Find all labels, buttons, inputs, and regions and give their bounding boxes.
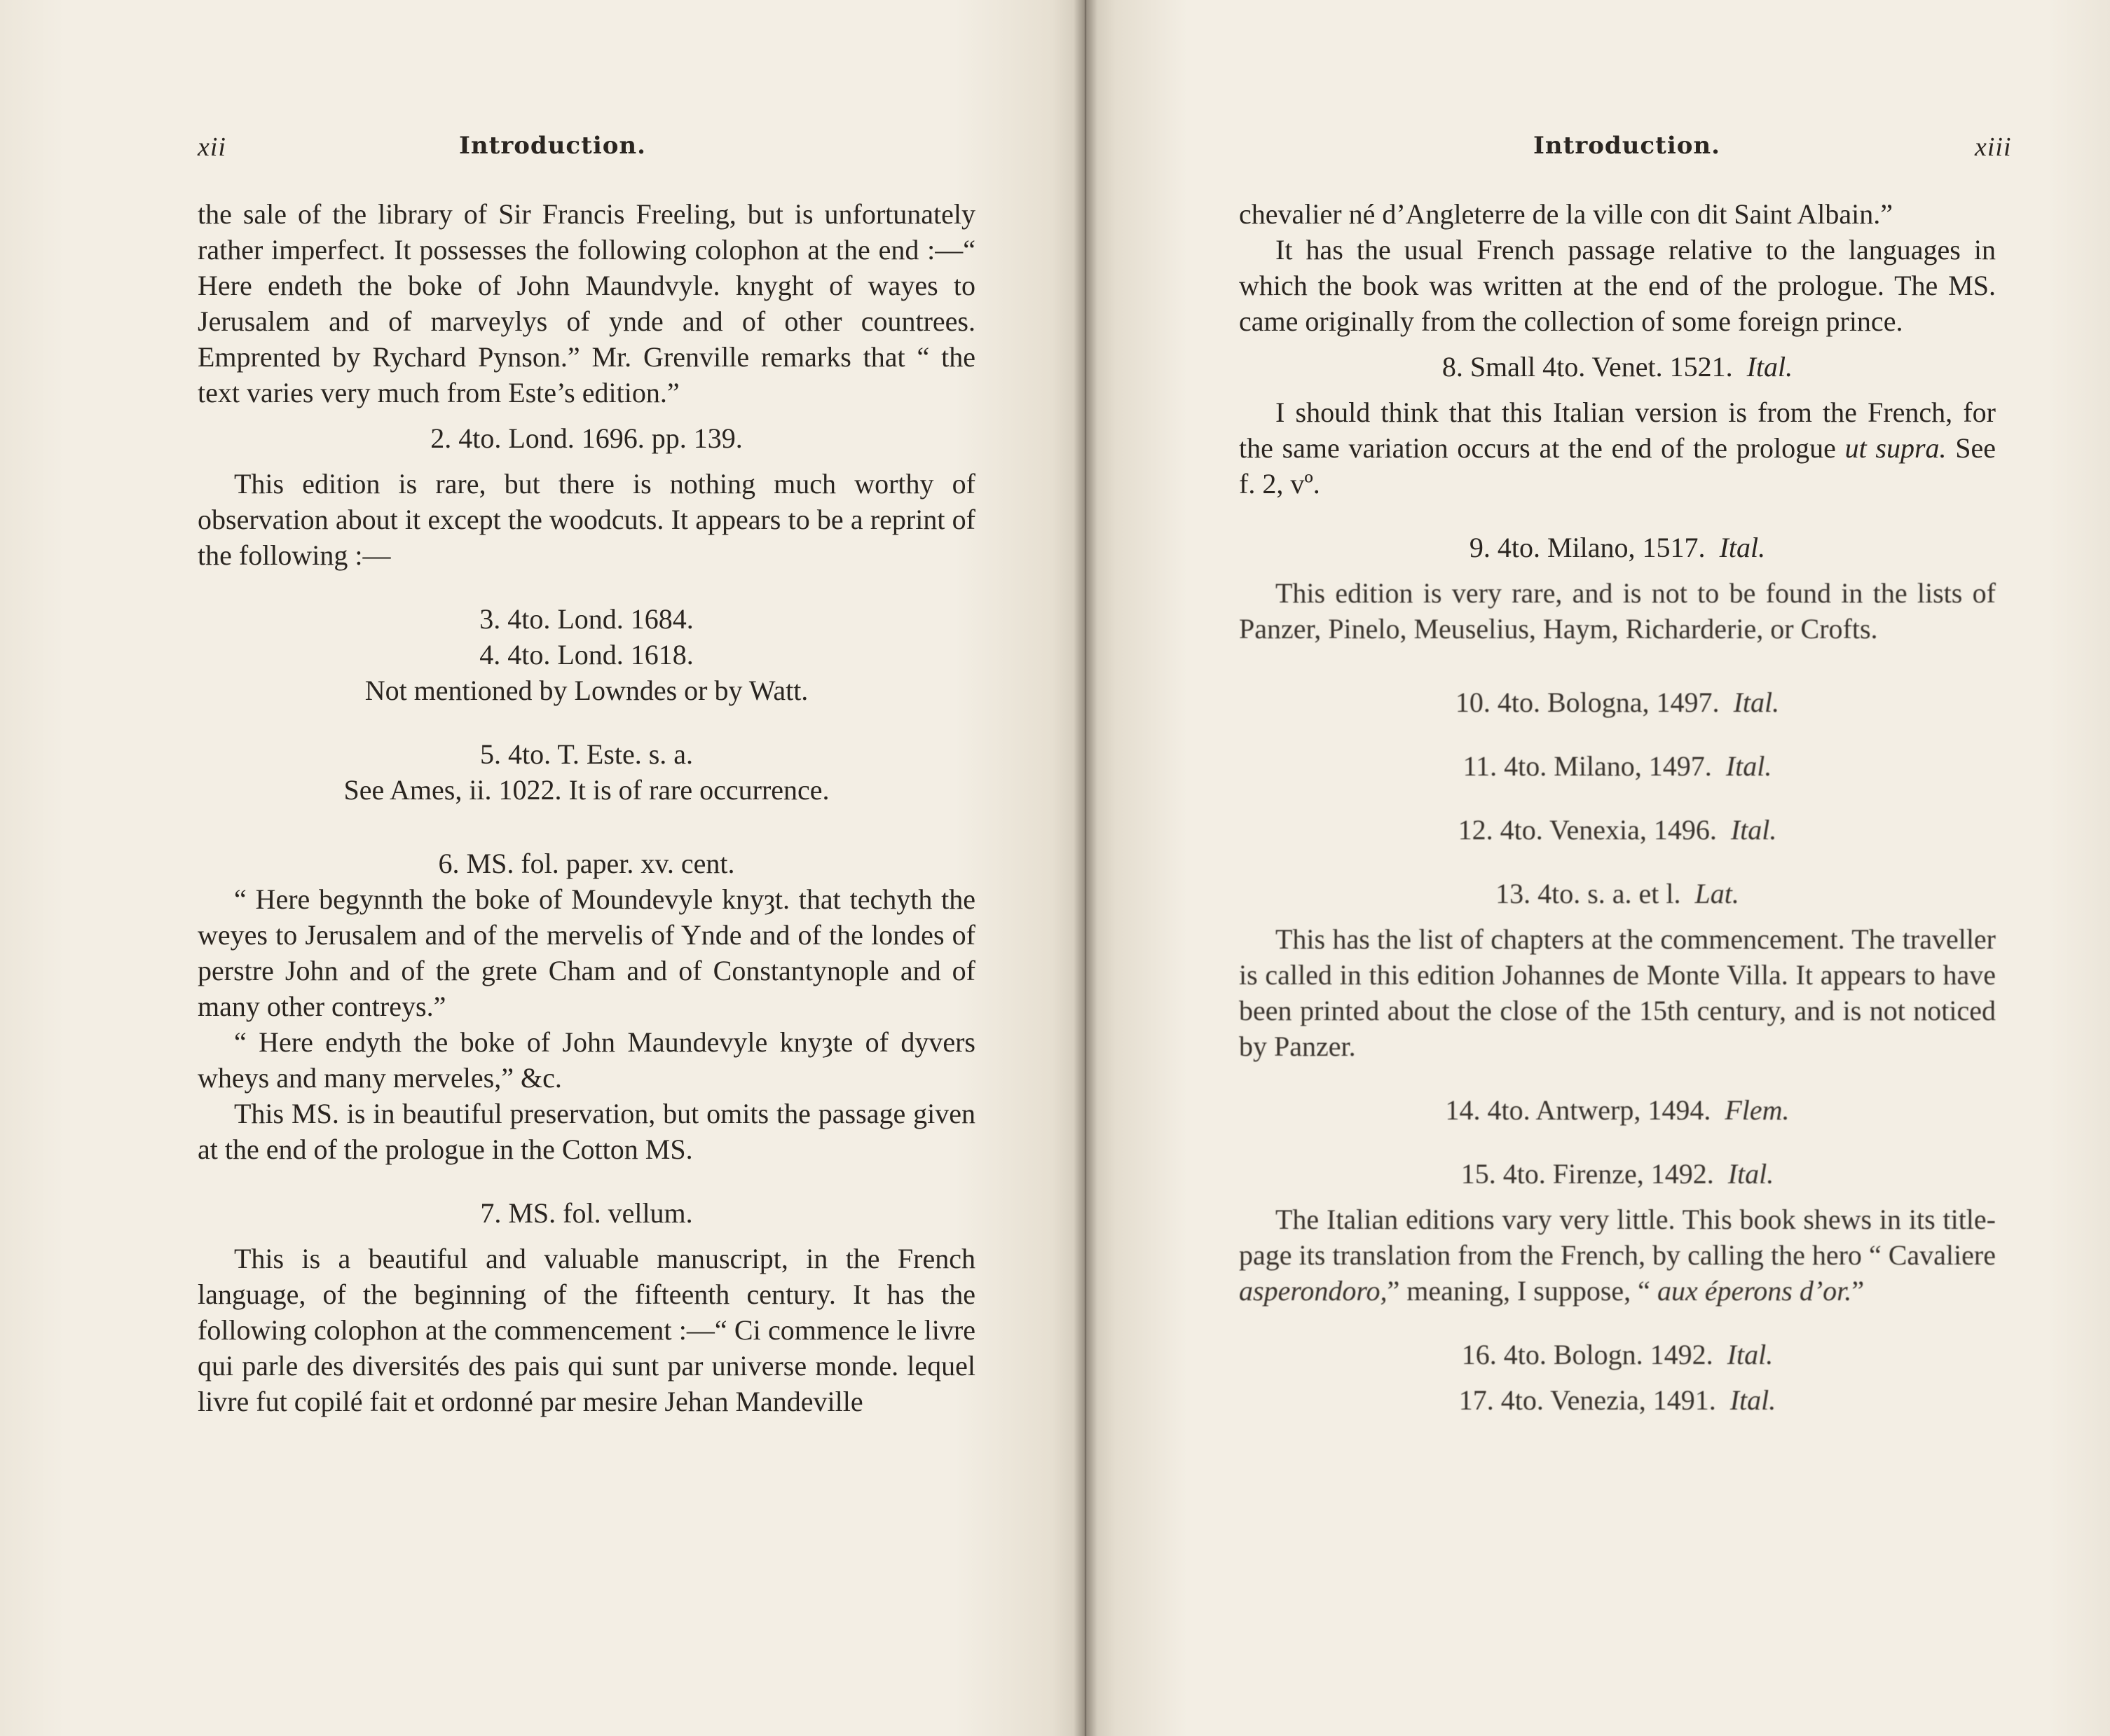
italic-text: ut supra. <box>1844 432 1947 464</box>
left-paragraph: See Ames, ii. 1022. It is of rare occurrence. <box>343 774 830 806</box>
left-folio: xii <box>198 132 226 162</box>
entry-heading-text: 14. 4to. Antwerp, 1494. <box>1445 1094 1711 1126</box>
language-tag: Ital. <box>1725 750 1772 782</box>
right-paragraph: chevalier né d’Angleterre de la ville con dit Saint Albain.” <box>1239 198 1893 230</box>
entry-heading-text: 11. 4to. Milano, 1497. <box>1462 750 1712 782</box>
left-paragraph: Not mentioned by Lowndes or by Watt. <box>364 675 809 706</box>
language-tag: Lat. <box>1694 878 1739 909</box>
left-body-text <box>198 196 975 1419</box>
entry-heading-text: 8. Small 4to. Venet. 1521. <box>1441 351 1733 383</box>
quoted-incipit: “ Here begynnth the boke of Moundevyle knyȝt. that techyth the weyes to Jerusalem and of the mervelis of Ynde and of the londes of perstre John and of the grete Cham and of Constantynople and of many other contreys.” <box>198 883 975 1022</box>
left-running-header: Introduction. <box>459 132 646 160</box>
paragraph-text: The Italian editions vary very little. This book shews in its title-page its translation from the French, by calling the hero “ Cavaliere <box>1239 1204 1996 1271</box>
language-tag: Ital. <box>1729 1384 1776 1416</box>
entry-heading-text: 10. 4to. Bologna, 1497. <box>1455 687 1720 718</box>
entry-heading-text: 17. 4to. Venezia, 1491. <box>1458 1384 1716 1416</box>
entry-heading: 5. 4to. T. Este. s. a. <box>479 738 694 770</box>
language-tag: Ital. <box>1727 1339 1774 1370</box>
language-tag: Ital. <box>1719 532 1766 563</box>
paragraph-text: I should think that this Italian version is from the French, for the same variation occurs at the end of the prologue <box>1239 397 1996 464</box>
paragraph-text: ” meaning, I suppose, “ <box>1387 1275 1657 1307</box>
left-paragraph: This edition is rare, but there is nothing much worthy of observation about it except the woodcuts. It appears to be a reprint of the following :— <box>198 468 975 571</box>
quoted-explicit: “ Here endyth the boke of John Maundevyle knyȝte of dyvers wheys and many merveles,” &c. <box>198 1026 975 1094</box>
language-tag: Ital. <box>1733 687 1780 718</box>
entry-heading <box>1239 748 1996 784</box>
entry-heading <box>1239 1337 1996 1372</box>
right-paragraph: This has the list of chapters at the commencement. The traveller is called in this edition Johannes de Monte Villa. It appears to have been printed about the close of the 15th century, and is not noticed by Panzer. <box>1239 923 1996 1062</box>
entry-heading <box>1239 1382 1996 1418</box>
italic-text: aux éperons d’or. <box>1657 1275 1852 1307</box>
language-tag: Ital. <box>1727 1158 1774 1190</box>
entry-heading-text: 9. 4to. Milano, 1517. <box>1469 532 1706 563</box>
right-paragraph <box>1239 394 1996 502</box>
entry-heading: 7. MS. fol. vellum. <box>480 1197 693 1229</box>
entry-heading-text: 16. 4to. Bologn. 1492. <box>1461 1339 1713 1370</box>
paragraph-text: See f. 2, vº. <box>1239 432 1996 500</box>
right-folio: xiii <box>1975 132 2012 162</box>
entry-heading <box>1239 876 1996 911</box>
left-paragraph: This MS. is in beautiful preservation, but omits the passage given at the end of the prologue in the Cotton MS. <box>198 1098 975 1165</box>
entry-heading <box>1239 530 1996 565</box>
italic-text: asperondoro, <box>1239 1275 1388 1307</box>
left-paragraph: This is a beautiful and valuable manuscript, in the French language, of the beginning of the fifteenth century. It has the following colophon at the commencement :—“ Ci commence le livre qui parle des diversités des pais qui sunt par universe monde. lequel livre fut copilé fait et ordonné par mesire Jehan Mandeville <box>198 1243 975 1417</box>
entry-heading <box>1239 349 1996 385</box>
right-paragraph: This edition is very rare, and is not to be found in the lists of Panzer, Pinelo, Meuselius, Haym, Richarderie, or Crofts. <box>1239 577 1996 645</box>
right-running-header: Introduction. <box>1533 132 1720 160</box>
right-paragraph <box>1239 1201 1996 1309</box>
entry-heading: 2. 4to. Lond. 1696. pp. 139. <box>430 422 743 454</box>
entry-heading-text: 15. 4to. Firenze, 1492. <box>1460 1158 1714 1190</box>
language-tag: Flem. <box>1725 1094 1790 1126</box>
language-tag: Ital. <box>1730 814 1777 846</box>
entry-heading-text: 13. 4to. s. a. et l. <box>1495 878 1681 909</box>
entry-heading: 3. 4to. Lond. 1684. <box>479 603 694 635</box>
entry-heading <box>1239 684 1996 720</box>
entry-heading: 6. MS. fol. paper. xv. cent. <box>438 848 735 879</box>
entry-heading <box>1239 1156 1996 1192</box>
entry-heading <box>1239 812 1996 848</box>
right-page <box>1085 0 2110 1736</box>
book-gutter <box>1074 0 1097 1736</box>
paragraph-text: ” <box>1851 1275 1865 1307</box>
language-tag: Ital. <box>1746 351 1793 383</box>
right-paragraph: It has the usual French passage relative to the languages in which the book was written at the end of the prologue. The MS. came originally from the collection of some foreign prince. <box>1239 234 1996 337</box>
right-body-text <box>1239 196 1996 1418</box>
entry-heading-text: 12. 4to. Venexia, 1496. <box>1458 814 1717 846</box>
left-paragraph: the sale of the library of Sir Francis Freeling, but is unfortunately rather imperfect. It possesses the following colophon at the end :—“ Here endeth the boke of John Maundvyle. knyght of wayes to Jerusalem and of marveylys of ynde and of other countrees. Emprented by Rychard Pynson.” Mr. Grenville remarks that “ the text varies very much from Este’s edition.” <box>198 198 975 408</box>
entry-heading <box>1239 1092 1996 1128</box>
entry-heading: 4. 4to. Lond. 1618. <box>479 639 694 670</box>
